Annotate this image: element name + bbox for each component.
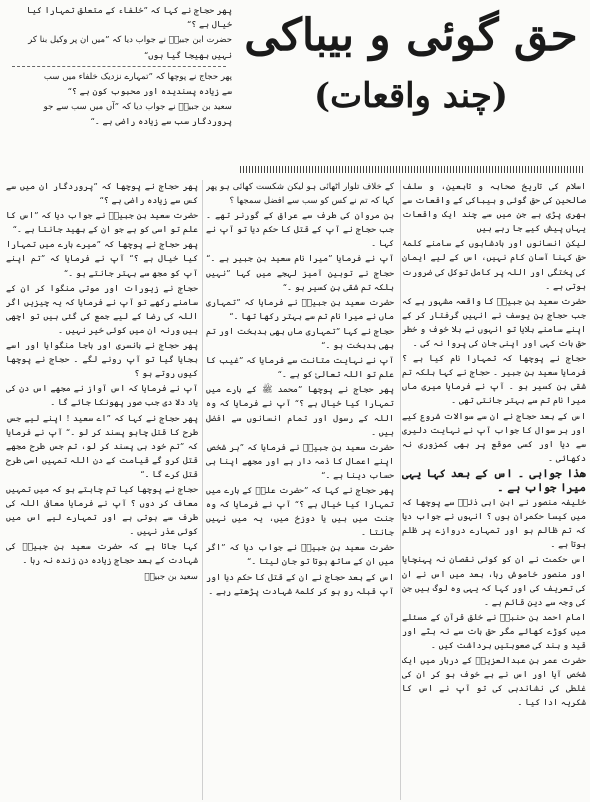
column-left (6, 180, 198, 800)
column-middle (206, 180, 394, 800)
paragraph: حجاج نے پوچھا کیا تم چاہتے ہو کہ میں تمہیں معاف کر دوں ؟ آپ نے فرمایا معافی اللہ کی طرف سے ہوتی ہے اور تمہارے لیے اس میں کوئی عذر نہیں ۔ (6, 484, 198, 538)
paragraph: اس حکمت نے ان کو کوئی نقصان نہ پہنچایا اور منصور خاموش رہا، بعد میں اس نے ان کی تعریف کی اور کہا کہ یہی وہ لوگ ہیں جن کی وجہ سے دین قائم ہے ۔ (402, 555, 586, 608)
paragraph: کہا جاتا ہے کہ حضرت سعید بن جبیرؒ کی شہادت کے بعد حجاج زیادہ دن زندہ نہ رہا ۔ (6, 542, 198, 567)
paragraph: پھر حجاج نے پوچھا کہ ”میرے بارے میں تمہارا کیا خیال ہے ؟“ آپ نے فرمایا کہ ”تم اپنے آپ کو مجھ سے بہتر جانتے ہو ۔“ (6, 240, 198, 279)
paragraph: پھر حجاج نے کہا کہ ”حضرت علیؓ کے بارے میں تمہارا کیا خیال ہے ؟“ آپ نے فرمایا کہ وہ جنت میں ہیں یا دوزخ میں، یہ میں نہیں جانتا ۔ (206, 485, 394, 539)
top-left-line: سے زیادہ پسندیدہ اور محبوب کون ہے ؟“ (67, 87, 232, 98)
paragraph: حضرت سعید بن جبیرؒ نے فرمایا کہ ”ہر شخص اپنے اعمال کا ذمہ دار ہے اور مجھے اپنا ہی حساب دینا ہے ۔“ (206, 442, 394, 481)
divider (12, 66, 226, 67)
column-right (402, 180, 586, 800)
paragraph: خلیفہ منصور نے ابن ابی ذئبؒ سے پوچھا کہ میں کیسا حکمران ہوں ؟ انہوں نے جواب دیا کہ تم ظالم ہو اور تمہارے دروازے پر ظلم ہوتا ہے ۔ (402, 498, 586, 551)
paragraph: حجاج نے پوچھا کہ تمہارا نام کیا ہے ؟ فرمایا سعید بن جبیر ۔ حجاج نے کہا بلکہ تم شقی بن کسیر ہو ۔ آپ نے فرمایا میری ماں میرا نام تم سے بہتر جانتی تھی ۔ (402, 354, 586, 407)
page-subtitle: (چند واقعات) (313, 76, 509, 116)
paragraph: پھر حجاج نے کہا کہ ”اے سعید ! اپنے لیے جس طرح کا قتل چاہو پسند کر لو ۔“ آپ نے فرمایا کہ ”تم خود ہی پسند کر لو، تم جس طرح مجھے قتل کرو گے قیامت کے دن اللہ تمہیں اسی طرح قتل کرے گا ۔“ (6, 413, 198, 480)
top-left-line: پروردگار سب سے زیادہ راضی ہے ۔“ (90, 117, 232, 128)
paragraph: آپ نے فرمایا کہ اس آواز نے مجھے اس دن کی یاد دلا دی جب صور پھونکا جائے گا ۔ (6, 384, 198, 409)
top-left-line: حضرت ابن جبیرؒ نے جواب دیا کہ ”میں ان پر وکیل بنا کر (28, 35, 232, 46)
decorative-band (240, 166, 584, 173)
top-left-continuation (6, 4, 232, 180)
paragraph: سعید بن جبیرؒ (144, 571, 198, 582)
top-left-line: پھر حجاج نے پوچھا کہ ”تمہارے نزدیک خلفاء میں سب (43, 71, 232, 82)
page-title: حق گوئی و بیباکی (244, 10, 578, 61)
paragraph: اس کے بعد حجاج نے ان سے سوالات شروع کیے اور ہر سوال کا جواب آپ نے نہایت دلیری سے دیا اور کسی موقع پر بھی کمزوری نہ دکھائی ۔ (402, 411, 586, 464)
column-divider (400, 180, 401, 800)
paragraph: کے خلاف تلوار اٹھائی ہو لیکن شکست کھائی ہو پھر کہا کہ تم نے کس کو سب سے افضل سمجھا ؟ (206, 182, 394, 207)
inline-heading: ھذا جوابی ۔ اس کے بعد کہا یہی میرا جواب ہے ۔ (402, 466, 586, 494)
top-left-line: نہیں بھیجا گیا ہوں“ (143, 50, 232, 61)
paragraph: بن مروان کی طرف سے عراق کے گورنر تھے ۔ جب حجاج نے آپ کے قتل کا حکم دیا تو آپ نے کہا ۔ (206, 211, 394, 250)
top-left-line: سعید بن جبیرؒ نے جواب دیا کہ ”آں میں سب سے جو (43, 102, 232, 113)
paragraph: حجاج نے کہا ”تمہاری ماں بھی بدبخت اور تم بھی بدبخت ہو ۔“ (206, 326, 394, 352)
paragraph: اسلام کی تاریخ صحابہ و تابعین، و سلف صالحین کی حق گوئی و بیباکی کے واقعات سے بھری پڑی ہے جن میں سے چند ایک واقعات یہاں پیش کیے جا رہے ہیں (402, 182, 586, 235)
paragraph: حضرت سعید بن جبیرؒ نے فرمایا کہ ”تمہاری ماں نے میرا نام تم سے بہتر رکھا تھا ۔“ (206, 297, 394, 322)
paragraph: پھر حجاج نے پوچھا ”محمد ﷺ کے بارے میں تمہارا کیا خیال ہے ؟“ آپ نے فرمایا کہ وہ اللہ کے رسول اور تمام انسانوں سے افضل ہیں ۔ (206, 385, 394, 438)
paragraph: امام احمد بن حنبلؒ نے خلق قرآن کے مسئلے میں کوڑے کھائے مگر حق بات سے نہ ہٹے اور قید و بند کی صعوبتیں برداشت کیں ۔ (402, 612, 586, 651)
column-divider (202, 180, 203, 800)
paragraph: اس کے بعد حجاج نے ان کے قتل کا حکم دیا اور آپ قبلہ رو ہو کر کلمۂ شہادت پڑھتے رہے ۔ (206, 572, 394, 597)
paragraph: حضرت سعید بن جبیرؒ نے جواب دیا کہ ”اگر میں ان کے ساتھ ہوتا تو جان لیتا ۔“ (206, 543, 394, 568)
paragraph: حضرت سعید بن جبیرؒ کا واقعہ مشہور ہے کہ جب حجاج بن یوسف نے انہیں گرفتار کر کے اپنے سامنے بلایا تو انہوں نے بلا خوف و خطر حق بات کہی اور اپنی جان کی پروا نہ کی ۔ (402, 296, 586, 350)
paragraph: آپ نے نہایت متانت سے فرمایا کہ ”غیب کا علم تو اللہ تعالیٰ کو ہے ۔“ (206, 356, 394, 381)
headline (238, 6, 584, 120)
paragraph: آپ نے فرمایا ”میرا نام سعید بن جبیر ہے ۔“ حجاج نے توہین آمیز لہجے میں کہا ”نہیں بلکہ تم شقی بن کسیر ہو ۔“ (206, 254, 394, 293)
paragraph: پھر حجاج نے پوچھا کہ ”پروردگار ان میں سے کس سے زیادہ راضی ہے ؟“ (6, 182, 198, 207)
paragraph: حجاج نے زیورات اور موتی منگوا کر ان کے سامنے رکھے تو آپ نے فرمایا کہ یہ چیزیں اگر اللہ کی رضا کے لیے جمع کی گئی ہیں تو اچھی ہیں ورنہ ان میں کوئی خیر نہیں ۔ (6, 283, 198, 336)
paragraph: لیکن انسانوں اور بادشاہوں کے سامنے کلمۂ حق کہنا آسان کام نہیں، اس کے لیے ایمان کی پختگی اور اللہ پر کامل توکل کی ضرورت ہوتی ہے ۔ (402, 239, 586, 292)
paragraph: حضرت سعید بن جبیرؒ نے جواب دیا کہ ”اس کا علم تو اسی کو ہے جو ان کے بھید جانتا ہے ۔“ (6, 211, 198, 236)
paragraph: حضرت عمر بن عبدالعزیزؒ کے دربار میں ایک شخص آیا اور اس نے بے خوف ہو کر ان کی غلطی کی نشاندہی کی تو آپ نے اس کا شکریہ ادا کیا ۔ (402, 656, 586, 709)
paragraph: پھر حجاج نے بانسری اور باجا منگوایا اور اسے بجایا گیا تو آپ رونے لگے ۔ حجاج نے پوچھا کیوں روتے ہو ؟ (6, 341, 198, 380)
top-left-line: پھر حجاج نے کہا کہ ”خلفاء کے متعلق تمہارا کیا خیال ہے ؟“ (26, 6, 232, 31)
article-body (6, 180, 586, 800)
